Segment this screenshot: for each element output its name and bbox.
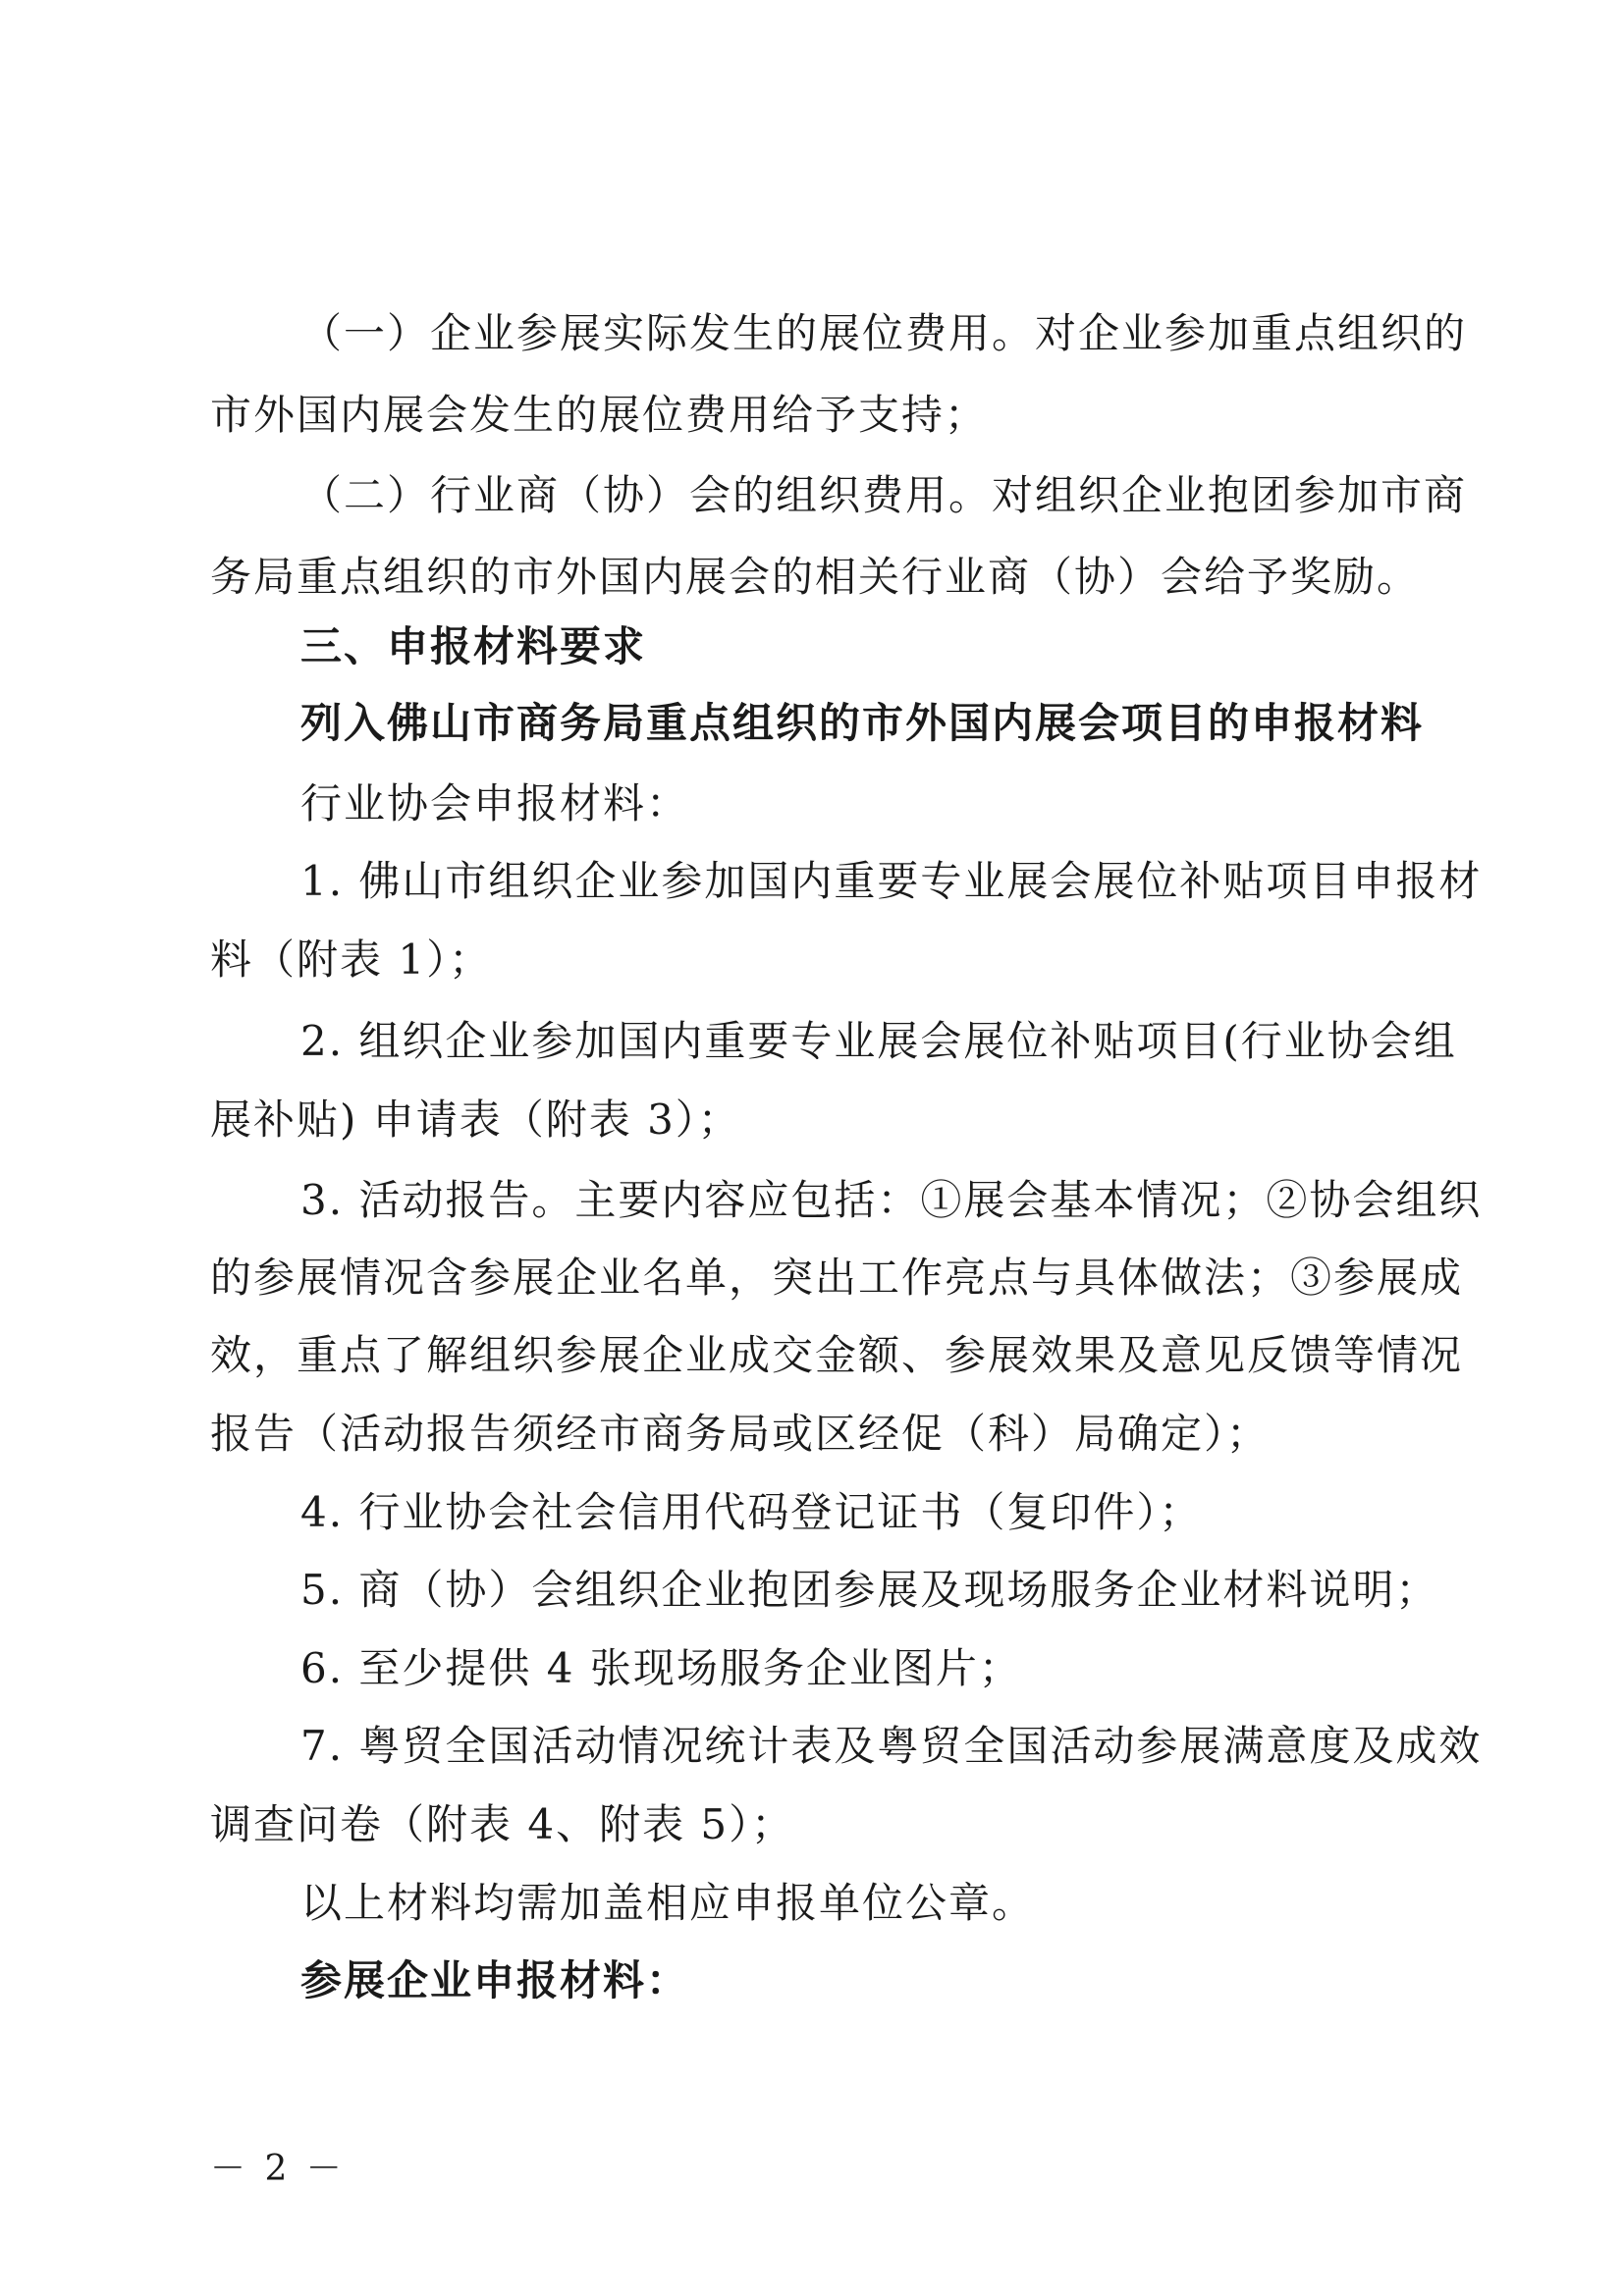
list-item-3-line-4: 报告（活动报告须经市商务局或区经促（科）局确定）； [210,1410,1271,1458]
list-item-3-line-2: 的参展情况含参展企业名单，突出工作亮点与具体做法；③参展成 [210,1254,1464,1302]
list-item-4: 4. 行业协会社会信用代码登记证书（复印件）； [300,1488,1203,1536]
list-item-3-line-1: 3. 活动报告。主要内容应包括：①展会基本情况；②协会组织 [300,1176,1483,1224]
list-item-6: 6. 至少提供 4 张现场服务企业图片； [300,1644,1022,1692]
paragraph-line-4: 务局重点组织的市外国内展会的相关行业商（协）会给予奖励。 [210,553,1421,601]
list-item-1-line-1: 1. 佛山市组织企业参加国内重要专业展会展位补贴项目申报材 [300,857,1483,905]
list-item-1-line-2: 料（附表 1）； [210,935,493,984]
list-item-2-line-2: 展补贴) 申请表（附表 3）； [210,1095,741,1144]
paragraph-line-2: 市外国内展会发生的展位费用给予支持； [210,391,989,439]
section-heading: 三、申报材料要求 [300,622,647,670]
subheading-exhibitor-materials: 参展企业申报材料： [300,1956,690,2004]
list-item-7-line-1: 7. 粤贸全国活动情况统计表及粤贸全国活动参展满意度及成效 [300,1722,1483,1770]
list-item-5: 5. 商（协）会组织企业抱团参展及现场服务企业材料说明； [300,1566,1439,1614]
paragraph-line-1: （一）企业参展实际发生的展位费用。对企业参加重点组织的 [300,309,1468,357]
page-number: － 2 － [210,2149,346,2189]
subheading-association-materials: 行业协会申报材料： [300,779,690,828]
paragraph-line-3: （二）行业商（协）会的组织费用。对组织企业抱团参加市商 [300,471,1468,519]
seal-requirement-note: 以上材料均需加盖相应申报单位公章。 [300,1879,1036,1927]
subheading-project-materials: 列入佛山市商务局重点组织的市外国内展会项目的申报材料 [300,699,1425,747]
list-item-7-line-2: 调查问卷（附表 4、附表 5）； [210,1800,795,1848]
list-item-2-line-1: 2. 组织企业参加国内重要专业展会展位补贴项目(行业协会组 [300,1017,1457,1065]
list-item-3-line-3: 效，重点了解组织参展企业成交金额、参展效果及意见反馈等情况 [210,1331,1464,1379]
